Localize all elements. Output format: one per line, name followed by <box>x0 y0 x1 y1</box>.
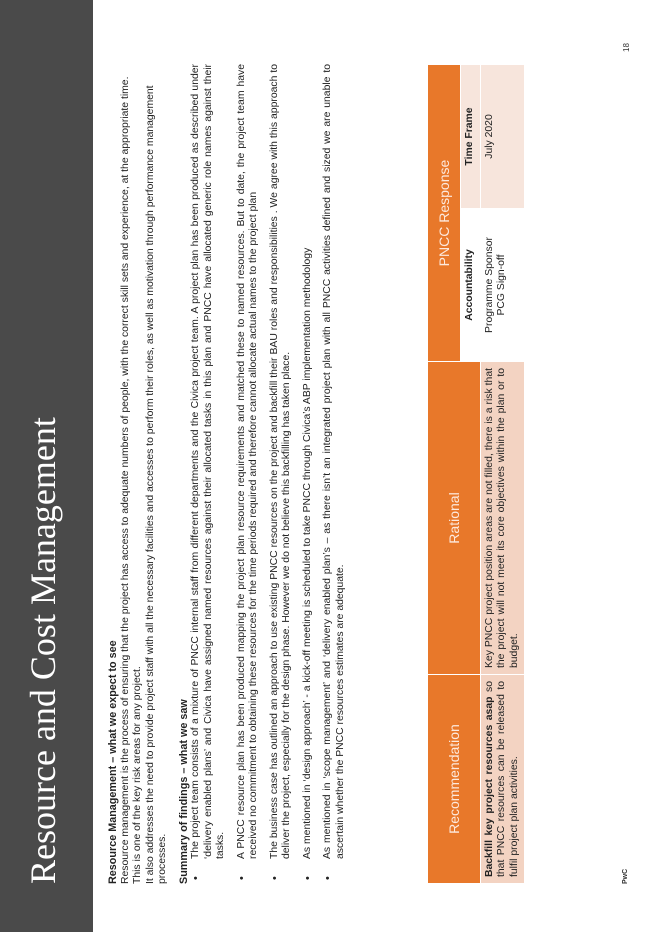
header-pncc-response: PNCC Response <box>428 65 461 362</box>
recommendation-table <box>427 64 525 884</box>
expect-paragraph-2: It also addresses the need to provide project staff with all the necessary facilities and accesses to perform their roles, as well as motivation through performance management processes. <box>144 85 168 884</box>
findings-item <box>269 64 294 884</box>
bullet-icon: • <box>301 876 314 880</box>
expect-heading: Resource Management – what we expect to see <box>107 640 119 884</box>
subheader-time-frame: Time Frame <box>461 65 481 209</box>
findings-item-text: As mentioned in ‘design approach’ - a kick-off meeting is scheduled to take PNCC through Civica’s ABP implementation methodology <box>301 247 313 859</box>
body-content <box>107 64 355 884</box>
accountability-line-1: Programme Sponsor <box>483 237 495 333</box>
findings-heading: Summary of findings – what we saw <box>177 699 190 884</box>
accountability-cell <box>480 209 525 362</box>
findings-item-text: As mentioned in ‘scope management’ and ‘delivery enabled plan’s – as there isn’t an integrated project plan with all PNCC activities defined and sized we are unable to ascertain whether the PNCC resources estimates are adequate. <box>322 64 346 859</box>
findings-list <box>190 64 347 884</box>
findings-item <box>322 64 347 884</box>
page-number: 18 <box>622 43 631 52</box>
page-title: Resource and Cost Management <box>23 417 63 884</box>
bullet-icon: • <box>190 876 202 880</box>
findings-item-text: The business case has outlined an approach to use existing PNCC resources on the project and backfill their BAU roles and responsibilities . We agree with this approach to deliver the project, especially for the design phase. However we do not believe this backfilling has taken place. <box>268 64 292 859</box>
findings-item <box>302 64 315 884</box>
table-row <box>480 65 525 884</box>
recommendation-bold-text: Backfill key project resources asap <box>483 696 495 877</box>
findings-item-text: A PNCC resource plan has been produced mapping the project plan resource requirements and matched these to named resources. But to date, the project team have received no commitment to obtaining these resources for the time periods required and therefore cannot allocate actual names to the project plan <box>235 64 259 859</box>
findings-item <box>190 64 228 884</box>
header-rational: Rational <box>428 362 481 675</box>
findings-item <box>236 64 261 884</box>
time-frame-cell: July 2020 <box>480 65 525 209</box>
rational-cell: Key PNCC project position areas are not filled, there is a risk that the project will not meet its core objectives within the plan or to budget. <box>480 362 525 675</box>
bullet-icon: • <box>235 876 248 880</box>
recommendation-cell <box>480 675 525 884</box>
recommendation-text: so that PNCC resources can be released to fulfil project plan activities. <box>483 681 520 877</box>
subheader-accountability: Accountability <box>461 209 481 362</box>
footer-brand: PwC <box>622 868 629 884</box>
expect-paragraph-1: Resource management is the process of ensuring that the project has access to adequate numbers of people, with the correct skill sets and experience, at the appropriate time. This is one of the key risk areas for any project. <box>119 76 143 884</box>
title-bar <box>0 0 93 932</box>
accountability-line-2: PCG Sign-off <box>496 254 507 316</box>
bullet-icon: • <box>268 876 281 880</box>
findings-item-text: The project team consists of a mixture of PNCC internal staff from different departments and the Civica project team. A project plan has been produced as described under ‘delivery enabled plans’ and Civica have assigned named resources against their allocated tasks in this plan and PNCC have allocated generic role names against their tasks. <box>190 64 226 859</box>
header-recommendation: Recommendation <box>428 675 481 884</box>
bullet-icon: • <box>322 876 334 880</box>
